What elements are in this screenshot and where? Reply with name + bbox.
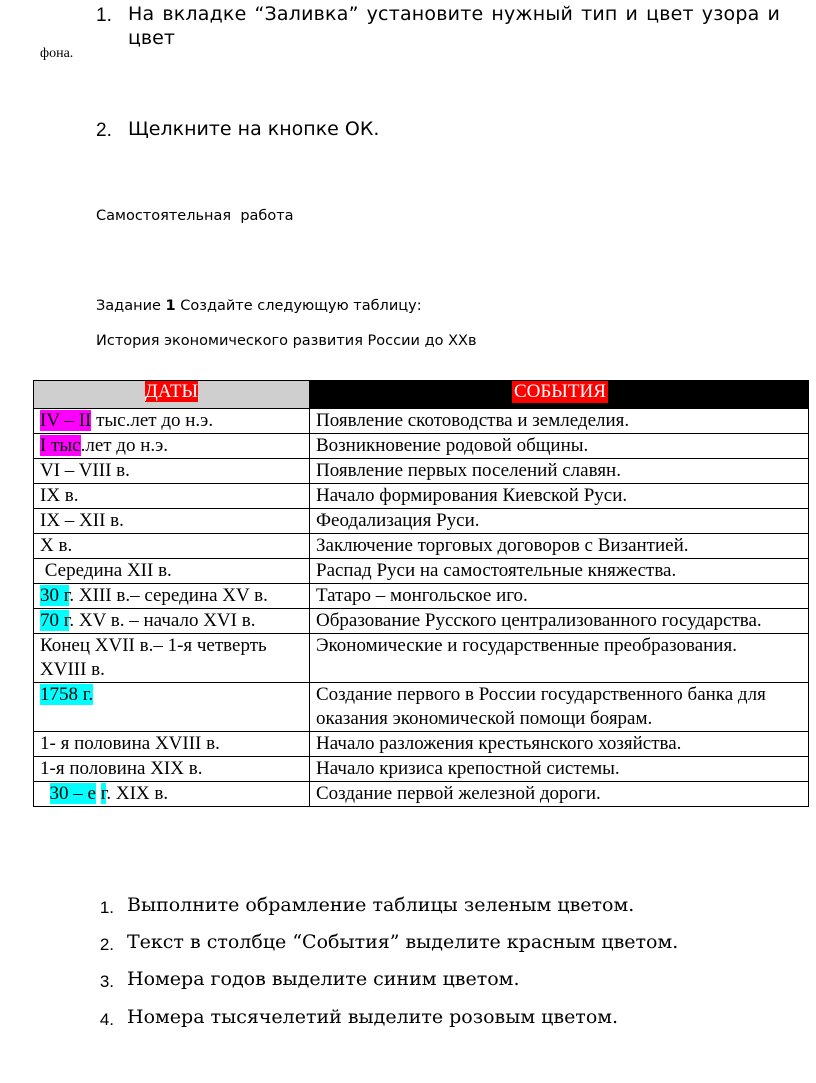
step-text: Выполните обрамление таблицы зеленым цветом. [127,894,635,916]
event-text: Появление первых поселений славян. [316,460,621,481]
date-cell [34,459,310,484]
table-row [34,409,809,434]
event-cell [310,782,809,807]
table-title: История экономического развития России до ХХв [96,333,477,349]
event-text: Создание первой железной дороги. [316,783,601,804]
task-line [96,298,422,314]
step-text-line2: цвет [128,27,175,49]
task-prefix: Задание [96,298,166,314]
event-cell [310,732,809,757]
date-cell [34,634,310,683]
event-cell [310,584,809,609]
date-highlight: IV – II [40,410,92,431]
history-table [33,380,809,807]
table-row [34,634,809,683]
event-text: Возникновение родовой общины. [316,435,589,456]
table-row [34,782,809,807]
date-cell [34,683,310,732]
date-text: Середина XII в. [40,560,172,581]
step-number: 3. [99,972,114,991]
table-row [34,534,809,559]
step-text: Номера тысячелетий выделите розовым цветом. [127,1006,619,1028]
step-text: Текст в столбце “События” выделите красным цветом. [127,931,679,953]
event-cell [310,634,809,683]
event-cell [310,609,809,634]
date-text: IX – XII в. [40,510,124,531]
date-indent [40,783,50,804]
date-cell [34,509,310,534]
table-row [34,683,809,732]
step-tail-text: фона. [40,46,74,61]
date-highlight: 1758 г. [40,684,94,705]
date-highlight: 30 г [40,585,70,606]
table-row [34,757,809,782]
date-text: IX в. [40,485,79,506]
header-events [310,381,809,409]
date-text: .лет до н.э. [80,435,169,456]
event-cell [310,683,809,732]
date-text: . XIX в. [106,783,169,804]
date-cell [34,757,310,782]
section-title: Самостоятельная работа [96,208,294,224]
event-cell [310,509,809,534]
date-cell [34,409,310,434]
step-number: 2. [99,935,114,954]
event-cell [310,559,809,584]
date-text: VI – VIII в. [40,460,130,481]
table-row [34,459,809,484]
event-cell [310,409,809,434]
date-text: . XV в. – начало XVI в. [69,610,256,631]
date-text: тыс.лет до н.э. [91,410,214,431]
table-row [34,484,809,509]
date-text: Конец XVII в.– 1-я четверть XVIII в. [40,635,267,680]
date-cell [34,534,310,559]
date-text: X в. [40,535,73,556]
date-text: 1-я половина XIX в. [40,758,203,779]
table-header-row [34,381,809,409]
event-text: Заключение торговых договоров с Византией. [316,535,689,556]
date-cell [34,434,310,459]
step-text: Номера годов выделите синим цветом. [127,968,520,990]
event-text: Татаро – монгольское иго. [316,585,528,606]
event-cell [310,757,809,782]
event-text: Создание первого в России государственного банка для оказания экономической помощи боярам. [316,684,766,729]
date-cell [34,782,310,807]
date-gap [96,783,101,804]
table-row [34,559,809,584]
date-text: 1- я половина XVIII в. [40,733,220,754]
date-highlight: 70 г [40,610,70,631]
event-cell [310,459,809,484]
event-text: Начало формирования Киевской Руси. [316,485,628,506]
step-number: 2. [96,120,112,141]
table-row [34,509,809,534]
event-text: Распад Руси на самостоятельные княжества. [316,560,677,581]
event-cell [310,534,809,559]
event-text: Экономические и государственные преобразования. [316,635,737,656]
step-text: Щелкните на кнопке ОК. [128,118,380,140]
step-number: 1. [96,5,112,26]
event-text: Начало кризиса крепостной системы. [316,758,620,779]
date-cell [34,484,310,509]
date-cell [34,559,310,584]
date-highlight: I тыс [40,435,81,456]
header-dates [34,381,310,409]
task-text: Создайте следующую таблицу: [175,298,422,314]
event-text: Появление скотоводства и земледелия. [316,410,630,431]
date-cell [34,609,310,634]
date-cell [34,584,310,609]
date-highlight: г [100,783,107,804]
step-number: 4. [99,1010,114,1029]
step-text-line1: На вкладке “Заливка” установите нужный тип и цвет узора и [128,3,780,25]
header-dates-label: ДАТЫ [144,381,199,402]
date-cell [34,732,310,757]
event-cell [310,434,809,459]
event-text: Феодализация Руси. [316,510,480,531]
step-number: 1. [99,898,114,917]
event-cell [310,484,809,509]
table-row [34,732,809,757]
event-text: Образование Русского централизованного государства. [316,610,762,631]
date-text: . XIII в.– середина XV в. [69,585,268,606]
table-row [34,609,809,634]
table-row [34,584,809,609]
header-events-label: СОБЫТИЯ [514,381,606,402]
table-row [34,434,809,459]
event-text: Начало разложения крестьянского хозяйства. [316,733,682,754]
date-highlight: 30 – е [49,783,96,804]
task-number: 1 [165,298,176,314]
